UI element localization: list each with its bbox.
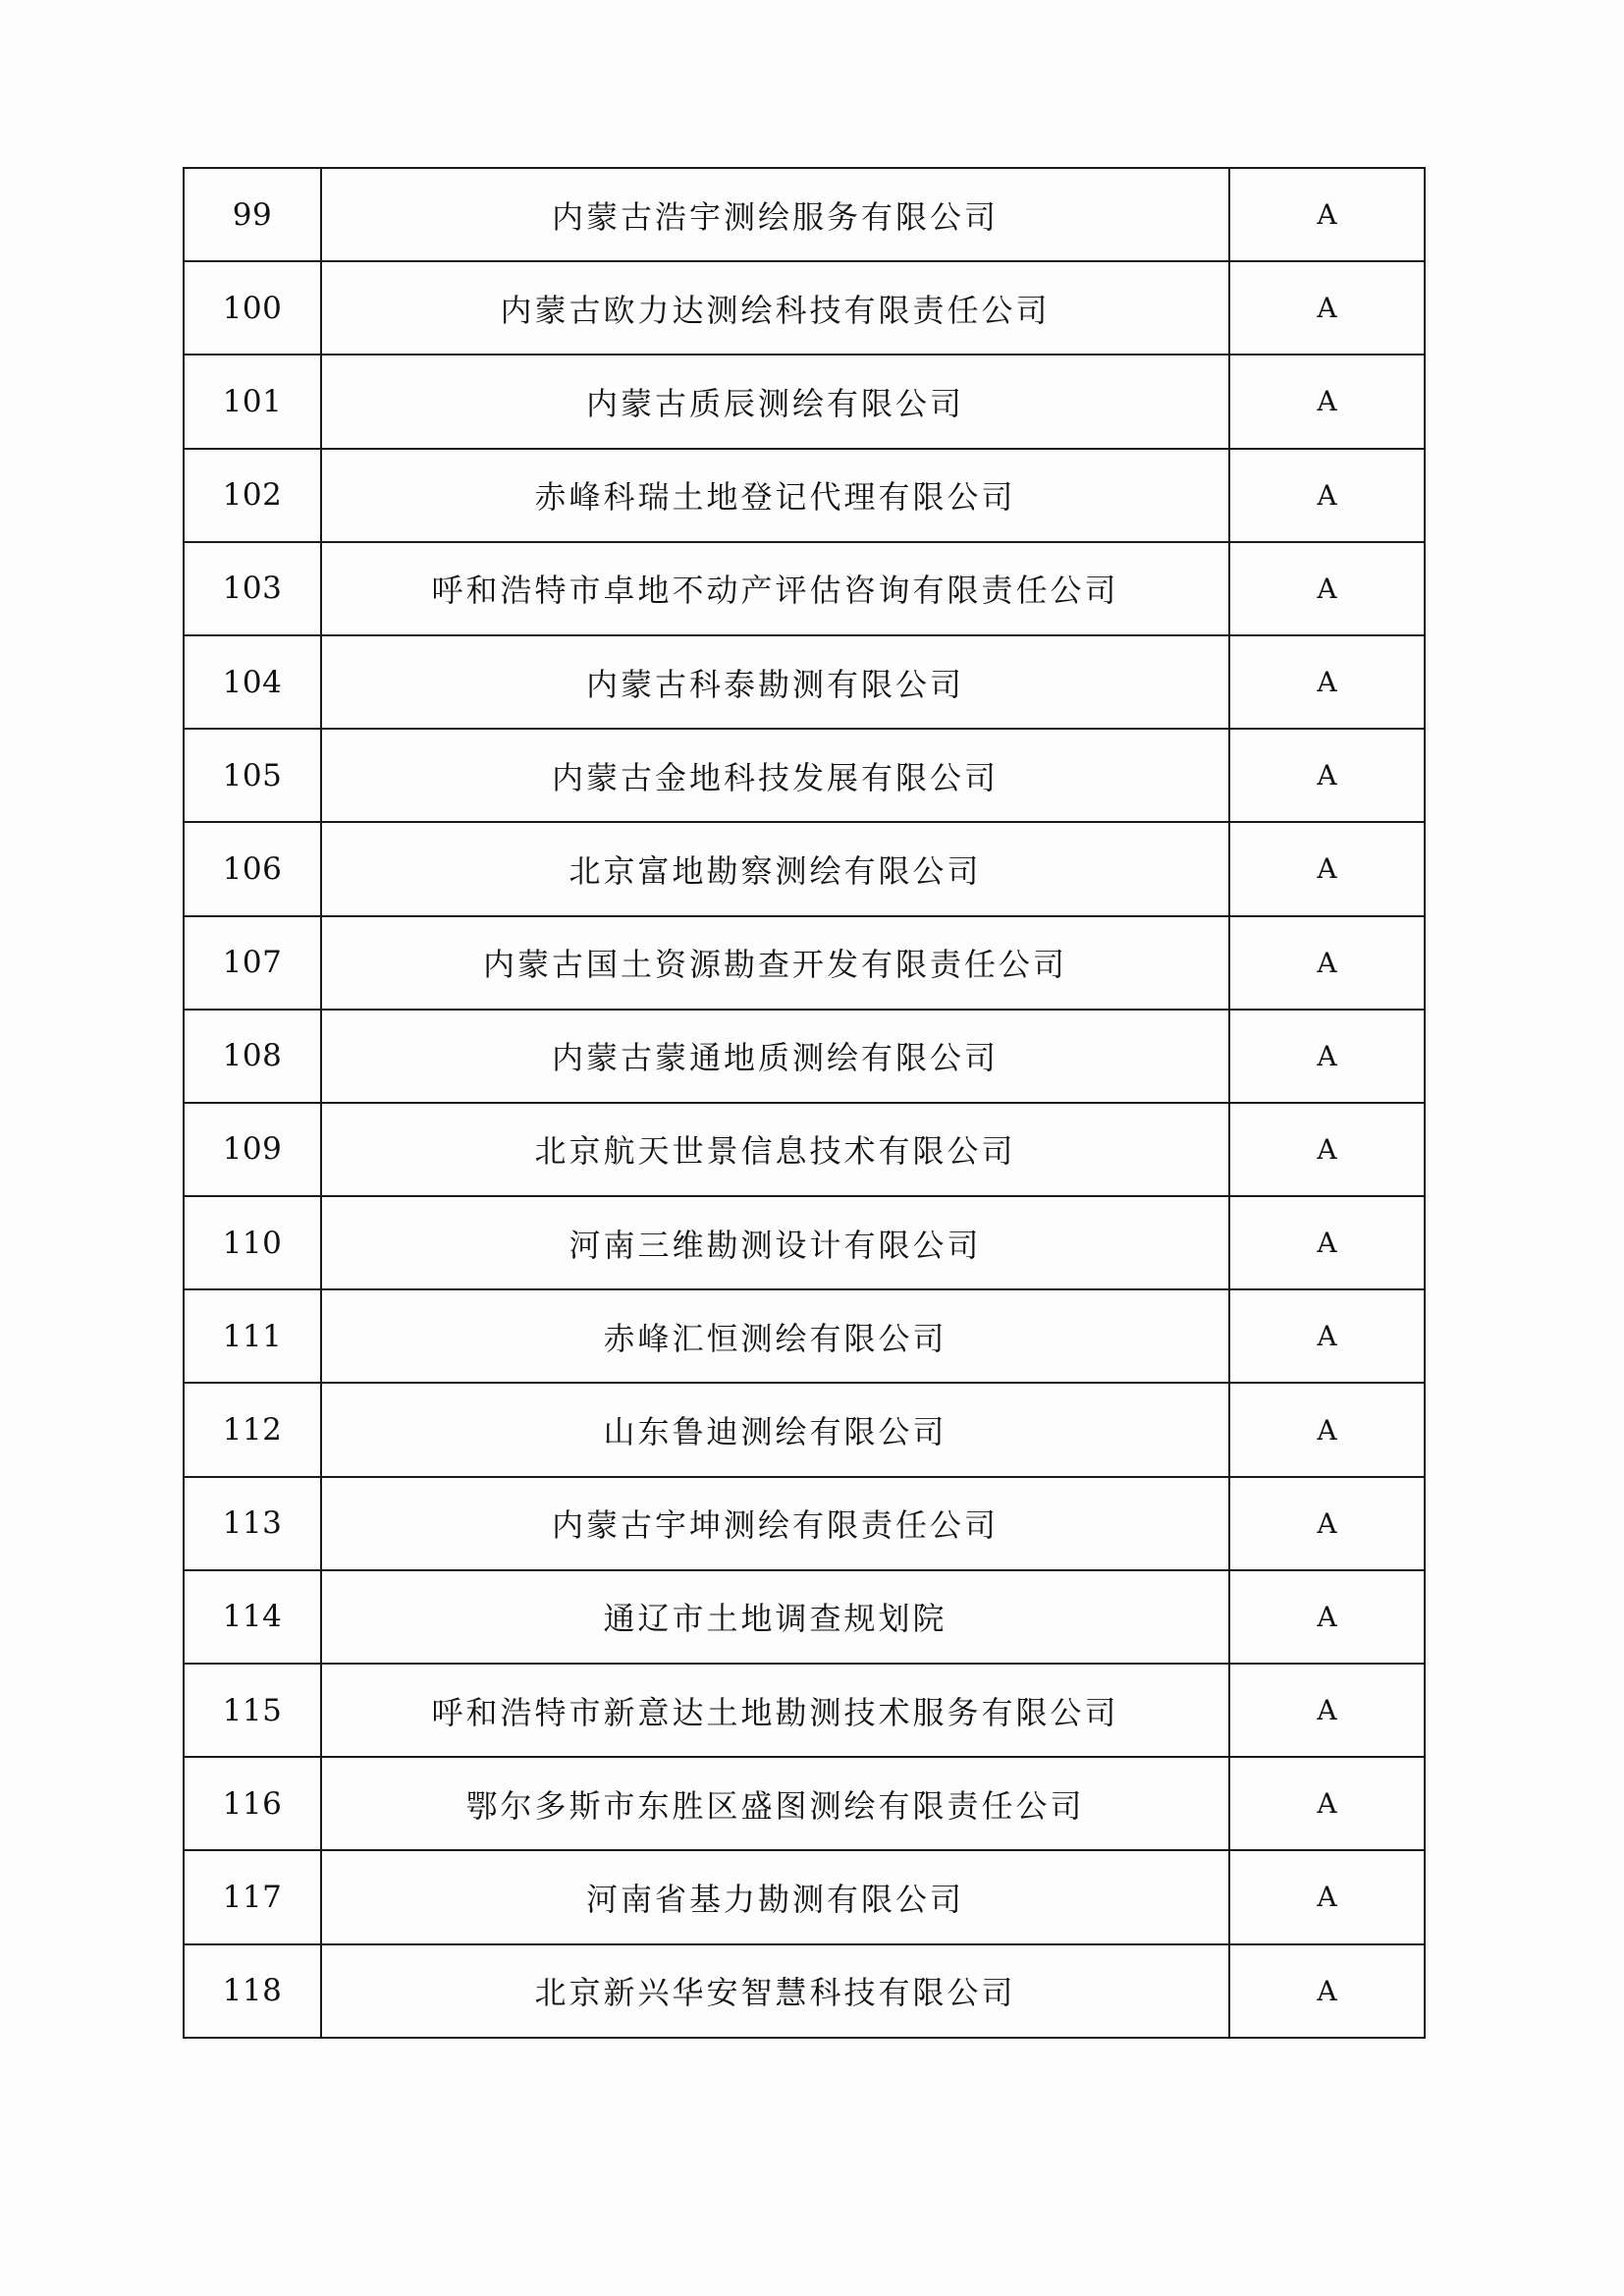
row-number: 100 xyxy=(184,261,321,355)
company-name: 内蒙古科泰勘测有限公司 xyxy=(321,635,1229,729)
credit-grade: A xyxy=(1229,355,1425,448)
company-name: 通辽市土地调查规划院 xyxy=(321,1570,1229,1664)
company-name: 山东鲁迪测绘有限公司 xyxy=(321,1383,1229,1476)
row-number: 107 xyxy=(184,916,321,1010)
row-number: 114 xyxy=(184,1570,321,1664)
credit-grade: A xyxy=(1229,1289,1425,1383)
table-row xyxy=(184,1477,1425,1570)
table-row xyxy=(184,1570,1425,1664)
table-body xyxy=(184,168,1425,2038)
credit-grade: A xyxy=(1229,1944,1425,2038)
row-number: 106 xyxy=(184,822,321,915)
credit-grade: A xyxy=(1229,168,1425,261)
company-name: 内蒙古蒙通地质测绘有限公司 xyxy=(321,1010,1229,1103)
table-row xyxy=(184,1757,1425,1850)
company-name: 赤峰科瑞土地登记代理有限公司 xyxy=(321,449,1229,542)
company-name: 鄂尔多斯市东胜区盛图测绘有限责任公司 xyxy=(321,1757,1229,1850)
credit-grade: A xyxy=(1229,449,1425,542)
row-number: 113 xyxy=(184,1477,321,1570)
company-name: 内蒙古宇坤测绘有限责任公司 xyxy=(321,1477,1229,1570)
table-row xyxy=(184,168,1425,261)
credit-grade: A xyxy=(1229,1477,1425,1570)
table-row xyxy=(184,1944,1425,2038)
table-row xyxy=(184,916,1425,1010)
company-grade-table xyxy=(183,167,1426,2039)
row-number: 105 xyxy=(184,729,321,822)
credit-grade: A xyxy=(1229,1103,1425,1196)
credit-grade: A xyxy=(1229,261,1425,355)
table-row xyxy=(184,635,1425,729)
row-number: 115 xyxy=(184,1664,321,1757)
table-row xyxy=(184,261,1425,355)
credit-grade: A xyxy=(1229,916,1425,1010)
row-number: 117 xyxy=(184,1850,321,1943)
row-number: 103 xyxy=(184,542,321,635)
row-number: 99 xyxy=(184,168,321,261)
company-name: 北京富地勘察测绘有限公司 xyxy=(321,822,1229,915)
row-number: 104 xyxy=(184,635,321,729)
credit-grade: A xyxy=(1229,1664,1425,1757)
credit-grade: A xyxy=(1229,1757,1425,1850)
company-name: 赤峰汇恒测绘有限公司 xyxy=(321,1289,1229,1383)
table-row xyxy=(184,1010,1425,1103)
company-name: 呼和浩特市卓地不动产评估咨询有限责任公司 xyxy=(321,542,1229,635)
credit-grade: A xyxy=(1229,729,1425,822)
company-name: 河南三维勘测设计有限公司 xyxy=(321,1196,1229,1289)
company-name: 河南省基力勘测有限公司 xyxy=(321,1850,1229,1943)
credit-grade: A xyxy=(1229,1383,1425,1476)
credit-grade: A xyxy=(1229,542,1425,635)
company-name: 北京新兴华安智慧科技有限公司 xyxy=(321,1944,1229,2038)
table-row xyxy=(184,729,1425,822)
credit-grade: A xyxy=(1229,822,1425,915)
credit-grade: A xyxy=(1229,1196,1425,1289)
credit-grade: A xyxy=(1229,635,1425,729)
table-row xyxy=(184,355,1425,448)
company-name: 内蒙古质辰测绘有限公司 xyxy=(321,355,1229,448)
row-number: 118 xyxy=(184,1944,321,2038)
row-number: 111 xyxy=(184,1289,321,1383)
company-name: 内蒙古金地科技发展有限公司 xyxy=(321,729,1229,822)
credit-grade: A xyxy=(1229,1850,1425,1943)
row-number: 116 xyxy=(184,1757,321,1850)
row-number: 102 xyxy=(184,449,321,542)
company-name: 内蒙古欧力达测绘科技有限责任公司 xyxy=(321,261,1229,355)
table-row xyxy=(184,449,1425,542)
table-row xyxy=(184,1103,1425,1196)
row-number: 110 xyxy=(184,1196,321,1289)
company-name: 北京航天世景信息技术有限公司 xyxy=(321,1103,1229,1196)
row-number: 112 xyxy=(184,1383,321,1476)
credit-grade: A xyxy=(1229,1010,1425,1103)
row-number: 101 xyxy=(184,355,321,448)
table-row xyxy=(184,822,1425,915)
table-row xyxy=(184,1196,1425,1289)
table-row xyxy=(184,1850,1425,1943)
company-name: 内蒙古国土资源勘查开发有限责任公司 xyxy=(321,916,1229,1010)
row-number: 108 xyxy=(184,1010,321,1103)
credit-grade: A xyxy=(1229,1570,1425,1664)
table-row xyxy=(184,1383,1425,1476)
table-row xyxy=(184,542,1425,635)
row-number: 109 xyxy=(184,1103,321,1196)
company-name: 呼和浩特市新意达土地勘测技术服务有限公司 xyxy=(321,1664,1229,1757)
table-row xyxy=(184,1664,1425,1757)
company-name: 内蒙古浩宇测绘服务有限公司 xyxy=(321,168,1229,261)
table-row xyxy=(184,1289,1425,1383)
